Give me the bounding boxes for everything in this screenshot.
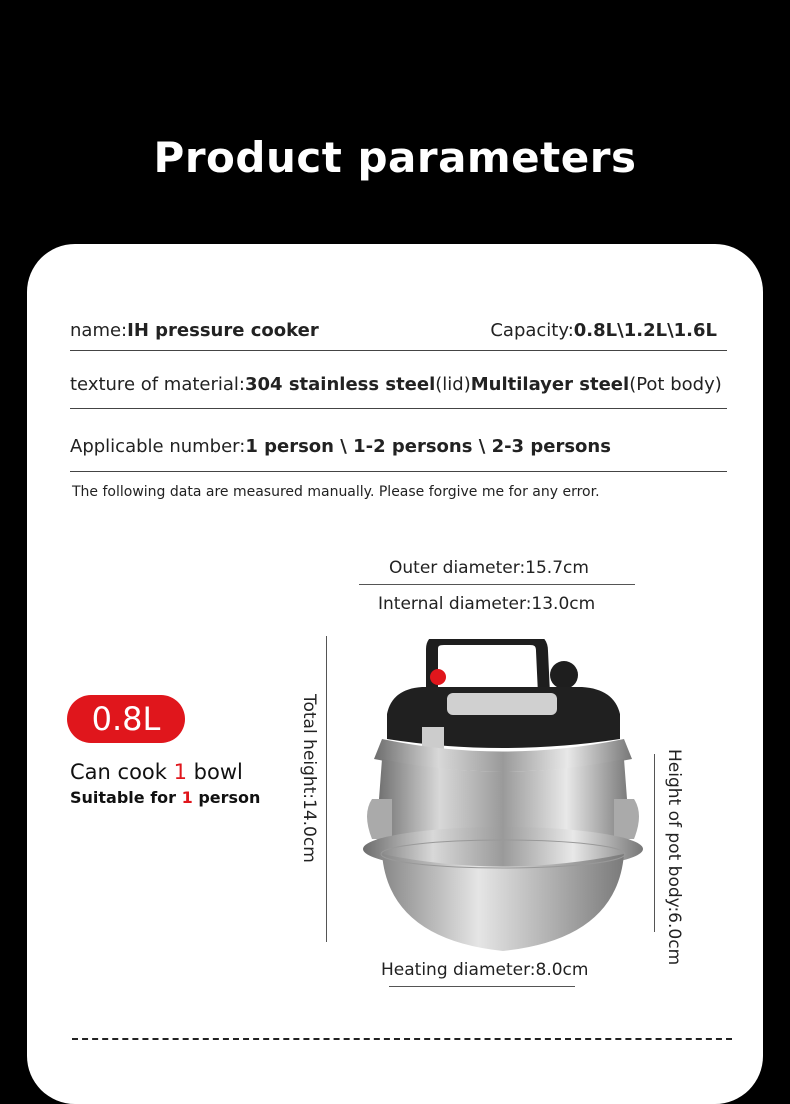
material-lid: 304 stainless steel xyxy=(245,374,436,395)
material-label: texture of material: xyxy=(70,374,245,395)
cook-number: 1 xyxy=(173,760,187,784)
capacity-value: 0.8L\1.2L\1.6L xyxy=(573,320,717,341)
capacity xyxy=(490,320,717,341)
pot-height-line xyxy=(654,754,655,932)
pressure-cooker-image xyxy=(352,639,652,999)
material-body: Multilayer steel xyxy=(470,374,630,395)
cook-suffix: bowl xyxy=(186,760,243,784)
spec-row-name xyxy=(70,320,727,351)
applicable-label: Applicable number: xyxy=(70,436,246,457)
name-label: name: xyxy=(70,320,128,341)
measurement-note: The following data are measured manually. Please forgive me for any error. xyxy=(72,484,600,500)
capacity-badge: 0.8L xyxy=(67,695,185,743)
name-value: IH pressure cooker xyxy=(127,320,319,341)
cook-prefix: Can cook xyxy=(70,760,174,784)
parameters-card xyxy=(27,244,763,1104)
can-cook-text xyxy=(70,760,243,784)
capacity-label: Capacity: xyxy=(490,320,574,341)
suitable-for-text xyxy=(70,788,260,807)
outer-diameter-label: Outer diameter:15.7cm xyxy=(389,558,589,578)
suit-prefix: Suitable for xyxy=(70,788,182,807)
suit-number: 1 xyxy=(181,788,193,807)
material-lid-suffix: (lid) xyxy=(435,374,471,395)
outer-diameter-line xyxy=(359,584,635,585)
total-height-label: Total height:14.0cm xyxy=(299,694,319,863)
dashed-divider xyxy=(72,1038,732,1040)
applicable-value: 1 person \ 1-2 persons \ 2-3 persons xyxy=(245,436,611,457)
material-body-suffix: (Pot body) xyxy=(629,374,722,395)
total-height-line xyxy=(326,636,327,942)
page-title: Product parameters xyxy=(153,133,637,182)
suit-suffix: person xyxy=(192,788,261,807)
internal-diameter-label: Internal diameter:13.0cm xyxy=(378,594,596,614)
spec-row-applicable xyxy=(70,436,727,472)
spec-row-material xyxy=(70,374,727,409)
heating-diameter-label: Heating diameter:8.0cm xyxy=(381,960,589,980)
pot-height-label: Height of pot body:6.0cm xyxy=(664,749,684,966)
